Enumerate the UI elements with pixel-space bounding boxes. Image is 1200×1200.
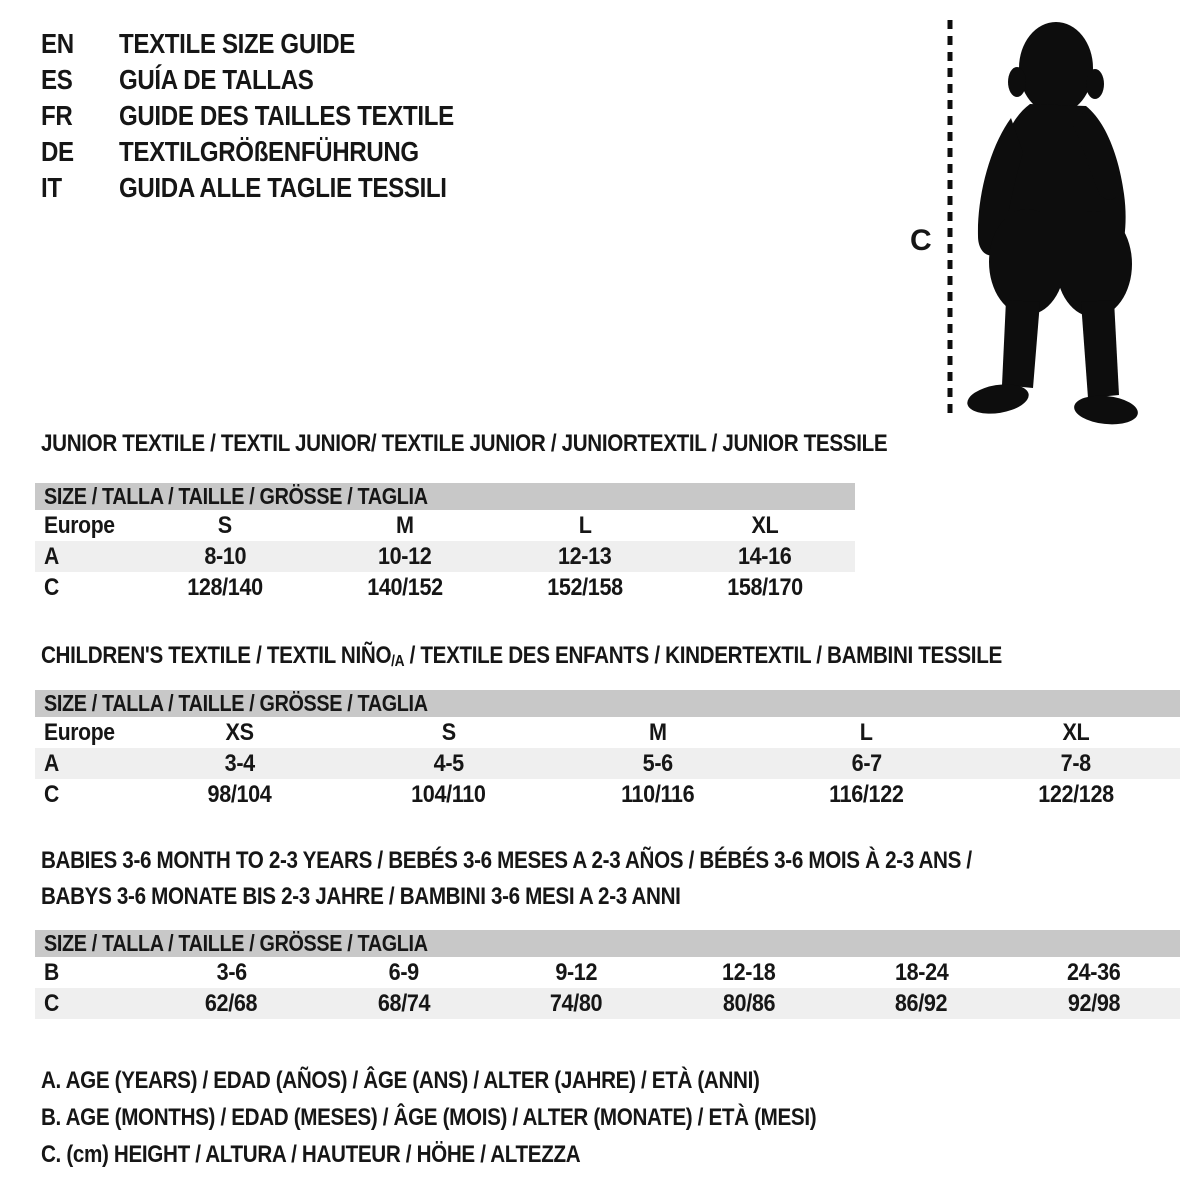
table-row-europe [35,510,855,541]
table-row-months [35,957,1180,988]
language-row-it [41,170,508,206]
table-cell: 98/104 [207,780,272,808]
junior-size-table [35,483,855,603]
table-cell: 9-12 [555,958,598,986]
table-cell: 7-8 [1060,749,1091,777]
language-row-de [41,134,508,170]
footnote-age-years [41,1062,942,1099]
language-row-en [41,26,508,62]
table-cell: 110/116 [620,780,695,808]
table-cell: 6-9 [388,958,419,986]
table-cell: S [217,511,233,539]
table-cell: 86/92 [895,989,948,1017]
table-size-header-text: SIZE / TALLA / TAILLE / GRÖSSE / TAGLIA [44,690,428,716]
table-cell: 128/140 [187,573,263,601]
section-heading-children-text [41,641,1002,674]
language-title: GUIDE DES TAILLES TEXTILE [119,100,454,131]
row-label: A [44,542,59,570]
language-title: GUIDA ALLE TAGLIE TESSILI [119,172,447,203]
row-label: Europe [44,718,115,746]
table-cell: 140/152 [367,573,443,601]
language-code: FR [41,100,73,131]
language-title: GUÍA DE TALLAS [119,64,314,95]
language-code: IT [41,172,62,203]
table-cell: 12-13 [558,542,612,570]
language-row-es [41,62,508,98]
table-cell: 116/122 [829,780,904,808]
table-cell: 24-36 [1067,958,1121,986]
table-cell: 3-4 [224,749,255,777]
table-cell: L [860,718,873,746]
table-cell: 10-12 [378,542,432,570]
table-cell: 158/170 [727,573,803,601]
language-row-fr [41,98,508,134]
table-row-height [35,572,855,603]
language-title: TEXTILGRÖßENFÜHRUNG [119,136,419,167]
footnote-age-months [41,1099,942,1136]
baby-silhouette-icon [965,22,1139,427]
section-heading-junior-text: JUNIOR TEXTILE / TEXTIL JUNIOR/ TEXTILE JUNIOR / JUNIORTEXTIL / JUNIOR TESSILE [41,430,888,457]
section-heading-babies [41,843,1123,915]
row-label: C [44,573,59,601]
table-cell: 5-6 [642,749,673,777]
table-cell: 8-10 [204,542,246,570]
language-code: DE [41,136,74,167]
height-measure-label: C [910,224,932,257]
children-heading-suffix: / TEXTILE DES ENFANTS / KINDERTEXTIL / BAMBINI TESSILE [404,642,1002,669]
table-cell: XL [1062,718,1089,746]
table-cell: 74/80 [550,989,603,1017]
table-cell: 14-16 [738,542,792,570]
footnote-text: A. AGE (YEARS) / EDAD (AÑOS) / ÂGE (ANS) / ALTER (JAHRE) / ETÀ (ANNI) [41,1066,760,1094]
table-cell: M [648,718,667,746]
language-code: EN [41,28,74,59]
babies-heading-line2: BABYS 3-6 MONATE BIS 2-3 JAHRE / BAMBINI 3-6 MESI A 2-3 ANNI [41,883,681,910]
language-code: ES [41,64,73,95]
table-cell: 3-6 [216,958,247,986]
table-size-header-text: SIZE / TALLA / TAILLE / GRÖSSE / TAGLIA [44,930,428,956]
table-size-header [35,690,1180,717]
footnote-height-cm [41,1136,942,1173]
row-label: Europe [44,511,115,539]
table-size-header-text: SIZE / TALLA / TAILLE / GRÖSSE / TAGLIA [44,483,428,509]
row-label: C [44,989,59,1017]
row-label: A [44,749,59,777]
table-row-height [35,779,1180,810]
children-heading-subscript: /A [391,653,405,670]
table-cell: 68/74 [377,989,430,1017]
table-cell: 104/110 [411,780,486,808]
language-legend [41,26,508,206]
row-label: C [44,780,59,808]
table-cell: 62/68 [205,989,258,1017]
table-cell: 6-7 [851,749,882,777]
table-row-age [35,541,855,572]
baby-height-figure [890,12,1170,432]
table-cell: 18-24 [894,958,948,986]
table-size-header [35,930,1180,957]
table-cell: 152/158 [547,573,623,601]
section-heading-children [41,641,1158,674]
row-label: B [44,958,59,986]
table-row-height [35,988,1180,1019]
babies-heading-line1: BABIES 3-6 MONTH TO 2-3 YEARS / BEBÉS 3-6 MESES A 2-3 AÑOS / BÉBÉS 3-6 MOIS À 2-3 ANS / [41,847,972,874]
children-size-table [35,690,1180,810]
table-row-age [35,748,1180,779]
table-size-header [35,483,855,510]
table-cell: XS [225,718,254,746]
table-row-europe [35,717,1180,748]
language-title: TEXTILE SIZE GUIDE [119,28,355,59]
section-heading-junior [41,429,1025,459]
table-cell: L [578,511,592,539]
table-cell: 12-18 [722,958,776,986]
table-cell: 122/128 [1037,780,1114,808]
children-heading-prefix: CHILDREN'S TEXTILE / TEXTIL NIÑO [41,642,392,669]
table-cell: 92/98 [1067,989,1120,1017]
babies-size-table [35,930,1180,1019]
table-cell: S [441,718,456,746]
table-cell: 4-5 [433,749,464,777]
table-cell: XL [751,511,779,539]
footnote-text: B. AGE (MONTHS) / EDAD (MESES) / ÂGE (MOIS) / ALTER (MONATE) / ETÀ (MESI) [41,1103,817,1131]
footnote-text: C. (cm) HEIGHT / ALTURA / HAUTEUR / HÖHE / ALTEZZA [41,1140,581,1168]
footnotes [41,1062,942,1173]
table-cell: M [396,511,414,539]
table-cell: 80/86 [722,989,775,1017]
